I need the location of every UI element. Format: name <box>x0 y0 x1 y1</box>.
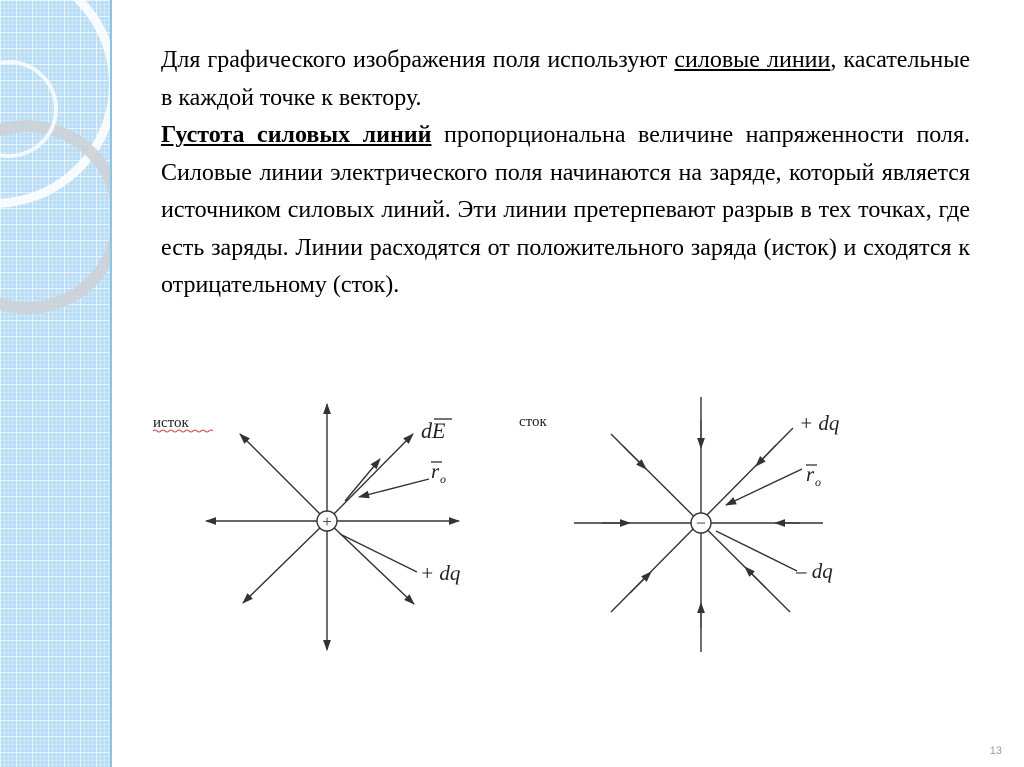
source-r0-subscript: o <box>440 472 446 486</box>
density-text: пропорциональна величине напряженности поля. Силовые линии электрического поля начинаются на заряде, который является источником силовых линий. Эти линии претерпевают разрыв в тех точках, где есть заряды. Линии расходятся от положительного заряда (исток) и сходятся к отрицательному (сток). <box>161 122 970 298</box>
sink-arrow-downright <box>745 567 766 588</box>
density-term: Густота силовых линий <box>161 122 432 148</box>
sink-dq-top-label: + dq <box>799 411 840 435</box>
sink-arrow-upleft <box>623 446 646 469</box>
sink-dq-bottom-label: – dq <box>796 559 833 583</box>
page-number: 13 <box>989 745 1002 757</box>
field-line-downright <box>327 521 414 604</box>
field-line-upright <box>327 434 413 521</box>
de-vector-arrow <box>345 459 380 501</box>
source-diagram <box>153 404 461 650</box>
field-line-upleft <box>240 434 327 521</box>
intro-text-end: , касательные в каждой точке к вектору. <box>161 47 971 111</box>
source-de-label: dE <box>421 418 446 443</box>
sink-r0-label: r <box>806 462 815 486</box>
sink-arrow-upright <box>756 445 776 466</box>
source-dq-label: + dq <box>420 561 461 585</box>
sink-caption: сток <box>519 414 547 430</box>
sink-arrow-downleft <box>630 572 651 593</box>
sink-r0-subscript: o <box>815 475 821 489</box>
source-caption: исток <box>153 415 189 431</box>
field-lines-term: силовые линии <box>674 47 831 73</box>
field-line-downleft <box>243 521 327 603</box>
source-r0-label: r <box>431 459 440 483</box>
dq-pointer-line <box>340 534 417 572</box>
sink-diagram <box>519 397 840 652</box>
positive-charge-sign: + <box>322 512 332 531</box>
intro-text: Для графического изображения поля используют <box>161 47 675 73</box>
sink-r0-vector-arrow <box>726 469 802 505</box>
r0-vector-arrow <box>359 479 429 497</box>
negative-charge-sign: − <box>695 513 707 533</box>
